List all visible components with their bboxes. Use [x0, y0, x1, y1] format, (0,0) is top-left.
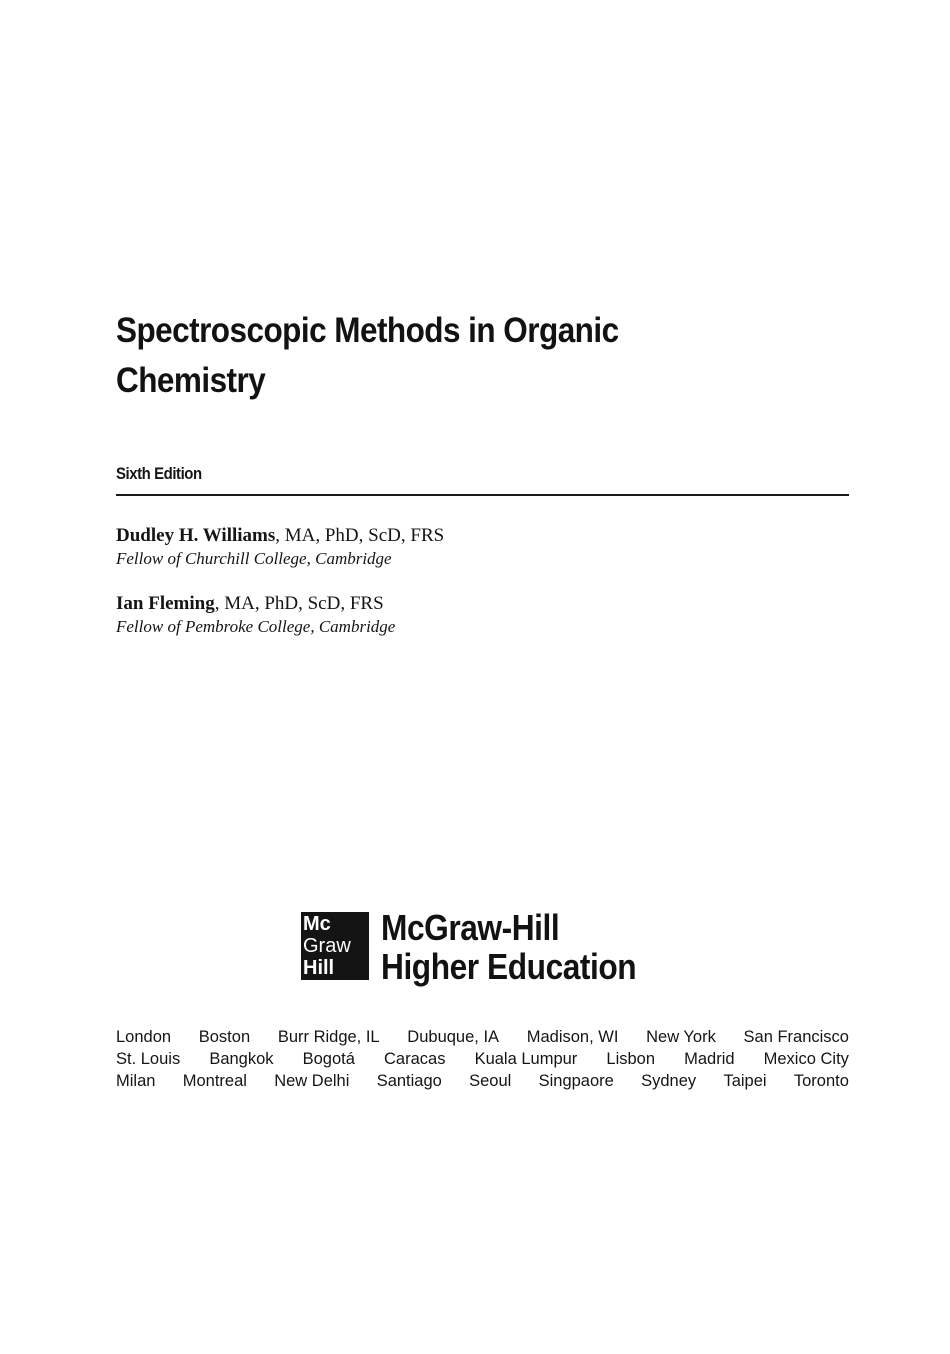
logo-text-graw: Graw — [303, 935, 351, 957]
city-row-2 — [116, 1048, 849, 1070]
city: Boston — [198, 1028, 251, 1046]
city: Mexico City — [763, 1050, 849, 1068]
book-title-line-1: Spectroscopic Methods in Organic — [116, 311, 619, 350]
city: Bangkok — [209, 1050, 274, 1068]
city: Santiago — [376, 1072, 442, 1090]
author-name-line — [116, 592, 395, 616]
city: Montreal — [182, 1072, 247, 1090]
city: Seoul — [469, 1072, 512, 1090]
city: Kuala Lumpur — [474, 1050, 578, 1068]
author-block-1 — [116, 524, 444, 570]
city: London — [116, 1028, 172, 1046]
city-row-3 — [116, 1070, 849, 1092]
edition-label: Sixth Edition — [116, 464, 202, 483]
city: New York — [646, 1028, 716, 1046]
author-credentials: , MA, PhD, ScD, FRS — [275, 525, 445, 546]
city: San Francisco — [743, 1028, 849, 1046]
logo-text-mc: Mc — [303, 913, 331, 935]
logo-text-hill: Hill — [303, 957, 335, 979]
author-affiliation: Fellow of Churchill College, Cambridge — [116, 549, 392, 568]
city: Bogotá — [302, 1050, 355, 1068]
author-name-line — [116, 524, 444, 548]
city: Dubuque, IA — [407, 1028, 500, 1046]
author-name: Dudley H. Williams — [116, 525, 276, 546]
title-divider — [116, 494, 849, 496]
publisher-name-line-1: McGraw-Hill — [381, 907, 560, 948]
city: Toronto — [793, 1072, 849, 1090]
publisher-cities — [116, 1026, 849, 1092]
city: New Delhi — [274, 1072, 350, 1090]
city: Madison, WI — [526, 1028, 619, 1046]
book-title-line-2: Chemistry — [116, 361, 266, 400]
author-affiliation: Fellow of Pembroke College, Cambridge — [116, 617, 396, 636]
author-credentials: , MA, PhD, ScD, FRS — [214, 593, 384, 614]
book-title — [116, 306, 746, 406]
city: Singpaore — [538, 1072, 614, 1090]
author-block-2 — [116, 592, 395, 638]
city: Lisbon — [606, 1050, 656, 1068]
city: St. Louis — [116, 1050, 181, 1068]
city: Sydney — [641, 1072, 697, 1090]
city: Burr Ridge, IL — [277, 1028, 380, 1046]
city: Caracas — [384, 1050, 446, 1068]
publisher-name — [381, 908, 636, 986]
city: Milan — [116, 1072, 156, 1090]
author-name: Ian Fleming — [116, 593, 215, 614]
city: Taipei — [723, 1072, 767, 1090]
mcgraw-hill-logo — [301, 912, 369, 980]
publisher-name-line-2: Higher Education — [381, 946, 637, 987]
city: Madrid — [684, 1050, 735, 1068]
city-row-1 — [116, 1026, 849, 1048]
